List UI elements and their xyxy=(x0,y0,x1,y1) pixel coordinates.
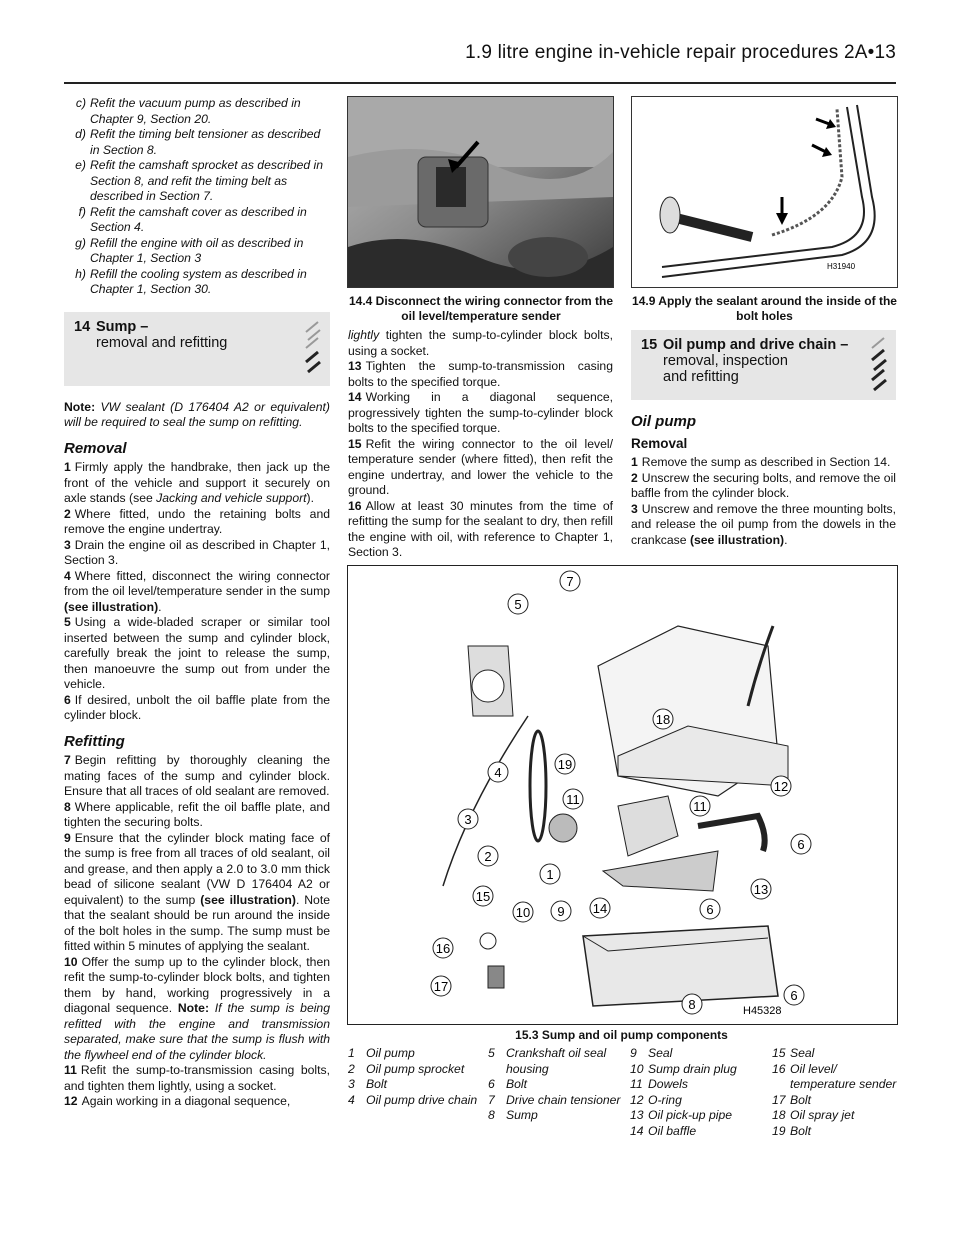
callout-6 xyxy=(791,834,811,854)
step-paragraph xyxy=(64,831,330,955)
legend-item xyxy=(772,1093,900,1109)
callout-16 xyxy=(433,938,453,958)
instruction-letter: f) xyxy=(78,204,86,219)
svg-text:6: 6 xyxy=(706,902,714,917)
callout-6 xyxy=(784,985,804,1005)
legend-item xyxy=(630,1046,768,1062)
legend-value: Bolt xyxy=(790,1092,812,1107)
legend-item xyxy=(348,1093,486,1109)
step-paragraph xyxy=(64,538,330,569)
instruction-letter: h) xyxy=(75,266,86,281)
svg-text:13: 13 xyxy=(753,882,769,897)
step-italic: If the sump is being refitted with the engine and transmission separated, make sure that the sump is flush with the flywheel end of the cylinder block. xyxy=(64,1001,330,1062)
column-1 xyxy=(64,96,330,1110)
step-text: Where applicable, refit the oil baffle plate, and tighten the securing bolts. xyxy=(64,799,330,829)
photo-caption-14-9: 14.9 Apply the sealant around the inside of the bolt holes xyxy=(632,294,897,323)
instruction-item xyxy=(64,96,330,127)
legend-key: 10 xyxy=(630,1061,644,1076)
step-continuation: lightly tighten the sump-to-cylinder block bolts, using a socket. xyxy=(348,328,613,358)
step-paragraph xyxy=(64,507,330,538)
legend-item xyxy=(488,1077,626,1093)
oil-pump-heading: Oil pump xyxy=(631,413,696,430)
sump-sealant-drawing xyxy=(632,97,897,287)
instruction-letter: c) xyxy=(75,96,86,110)
legend-item xyxy=(772,1046,900,1062)
legend-key: 8 xyxy=(488,1108,495,1123)
legend-item xyxy=(630,1077,768,1093)
section-number: 14 xyxy=(74,318,91,335)
step-number: 2 xyxy=(64,506,71,521)
step-paragraph xyxy=(64,753,330,800)
column-3 xyxy=(631,330,896,548)
svg-text:7: 7 xyxy=(566,574,574,589)
step-bold: (see illustration) xyxy=(200,892,296,907)
step-number: 1 xyxy=(631,455,638,469)
legend-value: Dowels xyxy=(648,1077,688,1092)
callout-4 xyxy=(488,762,508,782)
section-line3: and refitting xyxy=(663,369,739,385)
legend-item xyxy=(488,1108,626,1124)
instruction-letter: g) xyxy=(75,235,86,250)
diagram-caption: 15.3 Sump and oil pump components xyxy=(515,1028,728,1042)
legend-key: 14 xyxy=(630,1123,644,1138)
legend-value: Oil pump sprocket xyxy=(366,1061,465,1076)
svg-text:6: 6 xyxy=(797,837,805,852)
legend-column xyxy=(772,1046,900,1140)
step-text: Refit the sump-to-transmission casing bolts, and tighten them lightly, using a socket. xyxy=(64,1063,330,1093)
step-number: 15 xyxy=(348,436,362,451)
diagram-code: H45328 xyxy=(743,1005,782,1017)
legend-key: 2 xyxy=(348,1061,355,1076)
step-text-after: . xyxy=(784,532,788,547)
step-text: Remove the sump as described in Section 14. xyxy=(641,455,891,469)
column-2 xyxy=(348,328,613,561)
section-title: Oil pump and drive chain – xyxy=(663,337,849,353)
legend-item xyxy=(630,1093,768,1109)
step-paragraph xyxy=(631,455,896,471)
step-text: Unscrew the securing bolts, and remove the oil baffle from the cylinder block. xyxy=(631,470,896,500)
svg-text:11: 11 xyxy=(693,799,707,814)
step-number: 3 xyxy=(64,537,71,552)
step-text: Allow at least 30 minutes from the time of refitting the sump for the sealant to dry, then refill the engine with oil, with reference to Chapter 1, Section 3. xyxy=(348,498,613,559)
legend-value: Bolt xyxy=(366,1077,388,1092)
step-paragraph xyxy=(64,569,330,616)
photo-wiring-connector xyxy=(347,96,614,288)
svg-text:15: 15 xyxy=(475,889,491,904)
callout-18 xyxy=(653,709,673,729)
instruction-item xyxy=(64,205,330,236)
callout-8 xyxy=(682,994,702,1014)
svg-text:18: 18 xyxy=(655,712,671,727)
instruction-text: Refit the vacuum pump as described in Chapter 9, Section 20. xyxy=(90,96,301,126)
step-bold: (see illustration) xyxy=(689,532,785,547)
step-number: 7 xyxy=(64,753,71,767)
legend-value: Sump drain plug xyxy=(648,1061,737,1076)
step-number: 14 xyxy=(348,390,362,404)
step-number: 13 xyxy=(348,359,362,373)
legend-value: Sump xyxy=(506,1108,538,1123)
step-text: Offer the sump up to the cylinder block, then refit the sump-to-cylinder block bolts, and tighten them by hand, working progressively in a diagonal sequence. xyxy=(64,954,330,1015)
refitting-steps xyxy=(64,753,330,1110)
callout-15 xyxy=(473,886,493,906)
step-text: Begin refitting by thoroughly cleaning the mating faces of the sump and cylinder block. Ensure that all traces of old sealant are removed. xyxy=(64,753,330,798)
callout-9 xyxy=(551,901,571,921)
step-text: Ensure that the cylinder block mating face of the sump is free from all traces of old sealant, oil and grease, and then apply a 2.0 to 3.0 mm thick bead of silicone sealant (VW D 176404 A2 or equivalent) to the sump xyxy=(64,830,330,907)
step-number: 8 xyxy=(64,799,71,814)
legend-item xyxy=(348,1062,486,1078)
legend-key: 17 xyxy=(772,1092,786,1107)
legend-value: Oil baffle xyxy=(648,1123,697,1138)
legend-key: 4 xyxy=(348,1092,355,1107)
instruction-text: Refill the cooling system as described in Chapter 1, Section 30. xyxy=(90,266,307,296)
legend-key: 18 xyxy=(772,1108,786,1123)
svg-text:6: 6 xyxy=(790,988,798,1003)
refitting-heading: Refitting xyxy=(64,732,125,750)
oil-pump-exploded-view xyxy=(348,566,897,1024)
step-number: 2 xyxy=(631,470,638,485)
column-3-steps xyxy=(631,455,896,548)
legend-item xyxy=(772,1108,900,1124)
callout-14 xyxy=(590,898,610,918)
step-text: Drain the engine oil as described in Chapter 1, Section 3. xyxy=(64,537,330,567)
legend-key: 16 xyxy=(772,1061,786,1076)
drawing-code: H31940 xyxy=(827,262,856,271)
step-text: Where fitted, undo the retaining bolts and remove the engine undertray. xyxy=(64,506,330,536)
legend-value: Oil spray jet xyxy=(790,1108,855,1123)
removal-heading: Removal xyxy=(64,439,127,457)
step-text-after: ). xyxy=(306,491,314,505)
callout-13 xyxy=(751,879,771,899)
step-paragraph xyxy=(64,1094,330,1110)
section-subtitle: removal and refitting xyxy=(96,334,228,351)
instruction-item xyxy=(64,267,330,298)
callout-10 xyxy=(513,902,533,922)
step-paragraph xyxy=(348,359,613,390)
removal-subheading: Removal xyxy=(631,435,688,451)
legend-item xyxy=(772,1124,900,1140)
callout-7 xyxy=(560,571,580,591)
legend-item xyxy=(348,1077,486,1093)
instruction-item xyxy=(64,236,330,267)
legend-value: Oil pump xyxy=(366,1046,415,1060)
legend-value: Oil level/ temperature sender xyxy=(790,1061,897,1092)
step-paragraph xyxy=(64,615,330,693)
instruction-letter: e) xyxy=(75,158,86,172)
instruction-text: Refit the timing belt tensioner as described in Section 8. xyxy=(90,127,321,157)
legend-key: 5 xyxy=(488,1046,495,1060)
legend-value: Seal xyxy=(648,1046,673,1060)
step-text: Unscrew and remove the three mounting bolts, and release the oil pump from the dowels in the crankcase xyxy=(631,501,896,547)
engine-photo xyxy=(348,97,613,287)
legend-item xyxy=(772,1062,900,1093)
step-text: Using a wide-bladed scraper or similar tool inserted between the sump and cylinder block, carefully break the joint to release the sump, then manoeuvre the sump out from under the vehicle. xyxy=(64,615,330,691)
svg-text:10: 10 xyxy=(515,905,531,920)
instruction-item xyxy=(64,158,330,205)
column-2-steps xyxy=(348,359,613,561)
callout-19 xyxy=(555,754,575,774)
legend-key: 11 xyxy=(630,1077,643,1092)
instruction-item xyxy=(64,127,330,158)
instruction-list xyxy=(64,96,330,298)
svg-text:14: 14 xyxy=(592,901,608,916)
legend-item xyxy=(630,1124,768,1140)
svg-text:11: 11 xyxy=(566,792,580,807)
legend-value: Bolt xyxy=(506,1077,528,1092)
step-paragraph xyxy=(64,800,330,831)
photo-caption-14-4: 14.4 Disconnect the wiring connector from the oil level/temperature sender xyxy=(348,294,614,323)
legend-column xyxy=(348,1046,486,1108)
legend-key: 13 xyxy=(630,1108,644,1123)
step-paragraph xyxy=(348,390,613,437)
step-paragraph xyxy=(64,955,330,1064)
step-number: 16 xyxy=(348,498,362,513)
step-text: Again working in a diagonal sequence, xyxy=(81,1094,291,1108)
step-text: Refit the wiring connector to the oil level/ temperature sender (where fitted), then refit the engine undertray, and lower the vehicle to the ground. xyxy=(348,436,613,497)
callout-5 xyxy=(508,594,528,614)
step-number: 5 xyxy=(64,615,71,629)
step-text: Tighten the sump-to-transmission casing bolts to the specified torque. xyxy=(348,359,613,389)
step-number: 11 xyxy=(64,1063,77,1077)
legend-item xyxy=(348,1046,486,1062)
legend-value: Crankshaft oil seal housing xyxy=(506,1046,607,1076)
svg-text:9: 9 xyxy=(557,904,565,919)
step-number: 3 xyxy=(631,501,638,516)
section-15-box xyxy=(631,330,896,400)
illustration-sealant-bead xyxy=(631,96,898,288)
callout-6 xyxy=(700,899,720,919)
step-bold: (see illustration) xyxy=(64,599,159,614)
instruction-text: Refit the camshaft cover as described in Section 4. xyxy=(90,204,307,234)
step-text: If desired, unbolt the oil baffle plate from the cylinder block. xyxy=(64,692,330,722)
section-number: 15 xyxy=(641,337,658,353)
step-paragraph xyxy=(631,471,896,502)
step-paragraph xyxy=(64,460,330,507)
legend-key: 1 xyxy=(348,1046,355,1060)
step-number: 1 xyxy=(64,460,71,474)
legend-item xyxy=(488,1046,626,1077)
removal-steps xyxy=(64,460,330,724)
svg-text:4: 4 xyxy=(494,765,502,780)
legend-key: 19 xyxy=(772,1123,786,1138)
section-14-box xyxy=(64,312,330,386)
difficulty-wrench-icon xyxy=(302,318,324,380)
legend-value: Seal xyxy=(790,1046,815,1060)
legend-value: Oil pump drive chain xyxy=(366,1092,478,1107)
svg-text:5: 5 xyxy=(514,597,522,612)
legend-item xyxy=(630,1108,768,1124)
callout-11 xyxy=(690,796,710,816)
legend-column xyxy=(630,1046,768,1140)
step-text: Firmly apply the handbrake, then jack up the front of the vehicle and support it securely on axle stands (see xyxy=(64,460,330,505)
legend-column xyxy=(488,1046,626,1124)
svg-text:19: 19 xyxy=(557,757,573,772)
step-text-after: . Note that the sealant should be run around the inside of the bolt holes in the sump. The sump must be fitted within 5 minutes of applying the sealant. xyxy=(64,892,330,953)
instruction-text: Refill the engine with oil as described in Chapter 1, Section 3 xyxy=(90,235,304,265)
callout-1 xyxy=(540,864,560,884)
step-number: 10 xyxy=(64,954,78,969)
step-number: 4 xyxy=(64,568,71,583)
legend-key: 15 xyxy=(772,1046,786,1060)
section-line2: removal, inspection xyxy=(663,353,788,369)
difficulty-wrench-icon xyxy=(868,336,890,398)
sealant-note: Note: VW sealant (D 176404 A2 or equivalent) will be required to seal the sump on refitting. xyxy=(64,399,330,429)
legend-item xyxy=(488,1093,626,1109)
callout-3 xyxy=(458,809,478,829)
svg-text:2: 2 xyxy=(484,849,492,864)
legend-key: 9 xyxy=(630,1046,637,1060)
callout-17 xyxy=(431,976,451,996)
step-number: 12 xyxy=(64,1094,78,1108)
legend-key: 12 xyxy=(630,1092,644,1107)
legend-value: Drive chain tensioner xyxy=(506,1092,621,1107)
step-number: 6 xyxy=(64,692,71,707)
legend-key: 6 xyxy=(488,1077,495,1092)
step-text-after: . xyxy=(158,599,162,614)
exploded-diagram xyxy=(347,565,898,1025)
svg-text:3: 3 xyxy=(464,812,472,827)
step-number: 9 xyxy=(64,830,71,845)
legend-value: O-ring xyxy=(648,1092,682,1107)
step-paragraph xyxy=(631,502,896,549)
section-title: Sump – xyxy=(96,318,149,335)
legend-key: 7 xyxy=(488,1092,495,1107)
step-paragraph xyxy=(64,693,330,724)
page-header xyxy=(64,40,896,84)
legend-value: Bolt xyxy=(790,1123,812,1138)
callout-11 xyxy=(563,789,583,809)
step-bold: Note: xyxy=(177,1001,210,1015)
svg-text:16: 16 xyxy=(435,941,451,956)
step-italic: Jacking and vehicle support xyxy=(156,491,307,505)
step-paragraph xyxy=(348,499,613,561)
step-text: Working in a diagonal sequence, progressively tighten the sump-to-cylinder block bolts to the specified torque. xyxy=(348,390,613,435)
svg-text:12: 12 xyxy=(773,779,789,794)
svg-text:17: 17 xyxy=(433,979,449,994)
legend-value: Oil pick-up pipe xyxy=(648,1108,732,1123)
legend-item xyxy=(630,1062,768,1078)
callout-2 xyxy=(478,846,498,866)
instruction-text: Refit the camshaft sprocket as described in Section 8, and refit the timing belt as described in Section 7. xyxy=(90,158,324,203)
step-paragraph xyxy=(64,1063,330,1094)
svg-text:1: 1 xyxy=(546,867,554,882)
instruction-letter: d) xyxy=(75,127,86,141)
page-title: 1.9 litre engine in-vehicle repair procedures 2A•13 xyxy=(465,42,896,63)
svg-text:8: 8 xyxy=(688,997,696,1012)
step-paragraph xyxy=(348,437,613,499)
step-text: Where fitted, disconnect the wiring connector from the oil level/temperature sender in the sump xyxy=(64,568,330,598)
legend-key: 3 xyxy=(348,1077,355,1092)
callout-12 xyxy=(771,776,791,796)
